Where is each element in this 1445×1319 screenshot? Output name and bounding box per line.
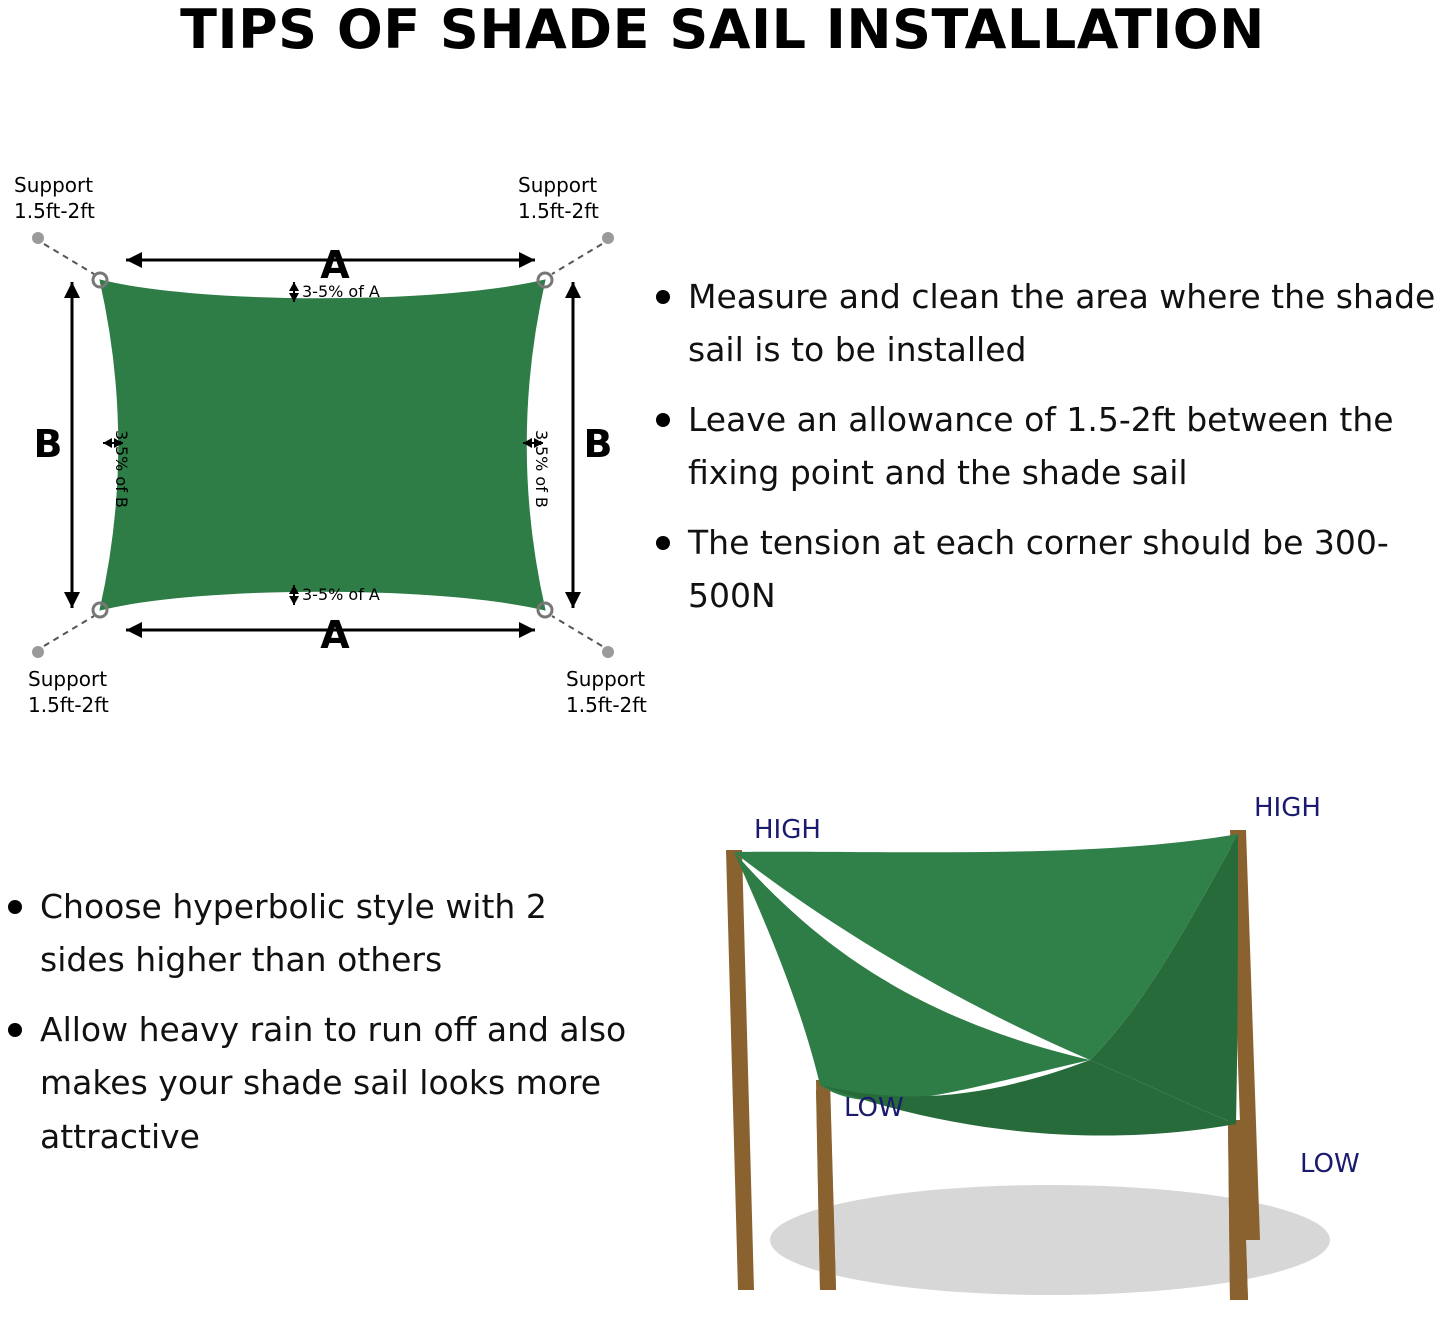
anchor-line	[44, 244, 94, 274]
anchor-point-icon	[32, 232, 44, 244]
label-high-left: HIGH	[754, 815, 821, 845]
curve-label-left: 3-5% of B	[112, 430, 131, 508]
top-tips-list	[648, 270, 1445, 639]
dimension-label-a-bottom: A	[320, 613, 350, 657]
dimension-label-b-left: B	[33, 422, 63, 466]
post-high-left	[726, 850, 754, 1290]
list-item: The tension at each corner should be 300-500N	[648, 516, 1445, 623]
dimension-label-b-right: B	[583, 422, 613, 466]
dimension-label-a-top: A	[320, 243, 350, 287]
bottom-section	[0, 790, 1445, 1319]
anchor-line	[552, 616, 602, 646]
list-item: Leave an allowance of 1.5-2ft between the fixing point and the shade sail	[648, 393, 1445, 500]
page-title: TIPS OF SHADE SAIL INSTALLATION	[180, 0, 1265, 61]
support-label-bl-line2: 1.5ft-2ft	[28, 693, 109, 717]
label-low-right: LOW	[1300, 1149, 1360, 1179]
curve-label-bottom: 3-5% of A	[302, 585, 380, 604]
anchor-point-icon	[32, 646, 44, 658]
anchor-point-icon	[602, 646, 614, 658]
support-label-br-line1: Support	[566, 667, 646, 691]
dimension-arrow-left	[64, 282, 80, 608]
anchor-line	[552, 244, 602, 274]
support-label-tr-line1: Support	[518, 173, 598, 197]
support-label-tl-line2: 1.5ft-2ft	[14, 199, 95, 223]
hyperbolic-sail-diagram	[620, 790, 1445, 1319]
support-label-tl-line1: Support	[14, 173, 94, 197]
list-item: Measure and clean the area where the shade sail is to be installed	[648, 270, 1445, 377]
label-high-right: HIGH	[1254, 793, 1321, 823]
label-low-left: LOW	[844, 1093, 904, 1123]
dimension-arrow-right	[565, 282, 581, 608]
support-label-br-line2: 1.5ft-2ft	[566, 693, 647, 717]
top-section	[0, 130, 1445, 770]
curve-label-top: 3-5% of A	[302, 282, 380, 301]
support-label-bl-line1: Support	[28, 667, 108, 691]
anchor-line	[44, 616, 94, 646]
rectangular-sail-diagram	[0, 130, 660, 730]
list-item: Allow heavy rain to run off and also makes your shade sail looks more attractive	[0, 1003, 630, 1163]
curve-label-right: 3-5% of B	[532, 430, 551, 508]
bottom-tips-list	[0, 880, 630, 1179]
support-label-tr-line2: 1.5ft-2ft	[518, 199, 599, 223]
list-item: Choose hyperbolic style with 2 sides higher than others	[0, 880, 630, 987]
anchor-point-icon	[602, 232, 614, 244]
sail-shape	[100, 280, 545, 610]
